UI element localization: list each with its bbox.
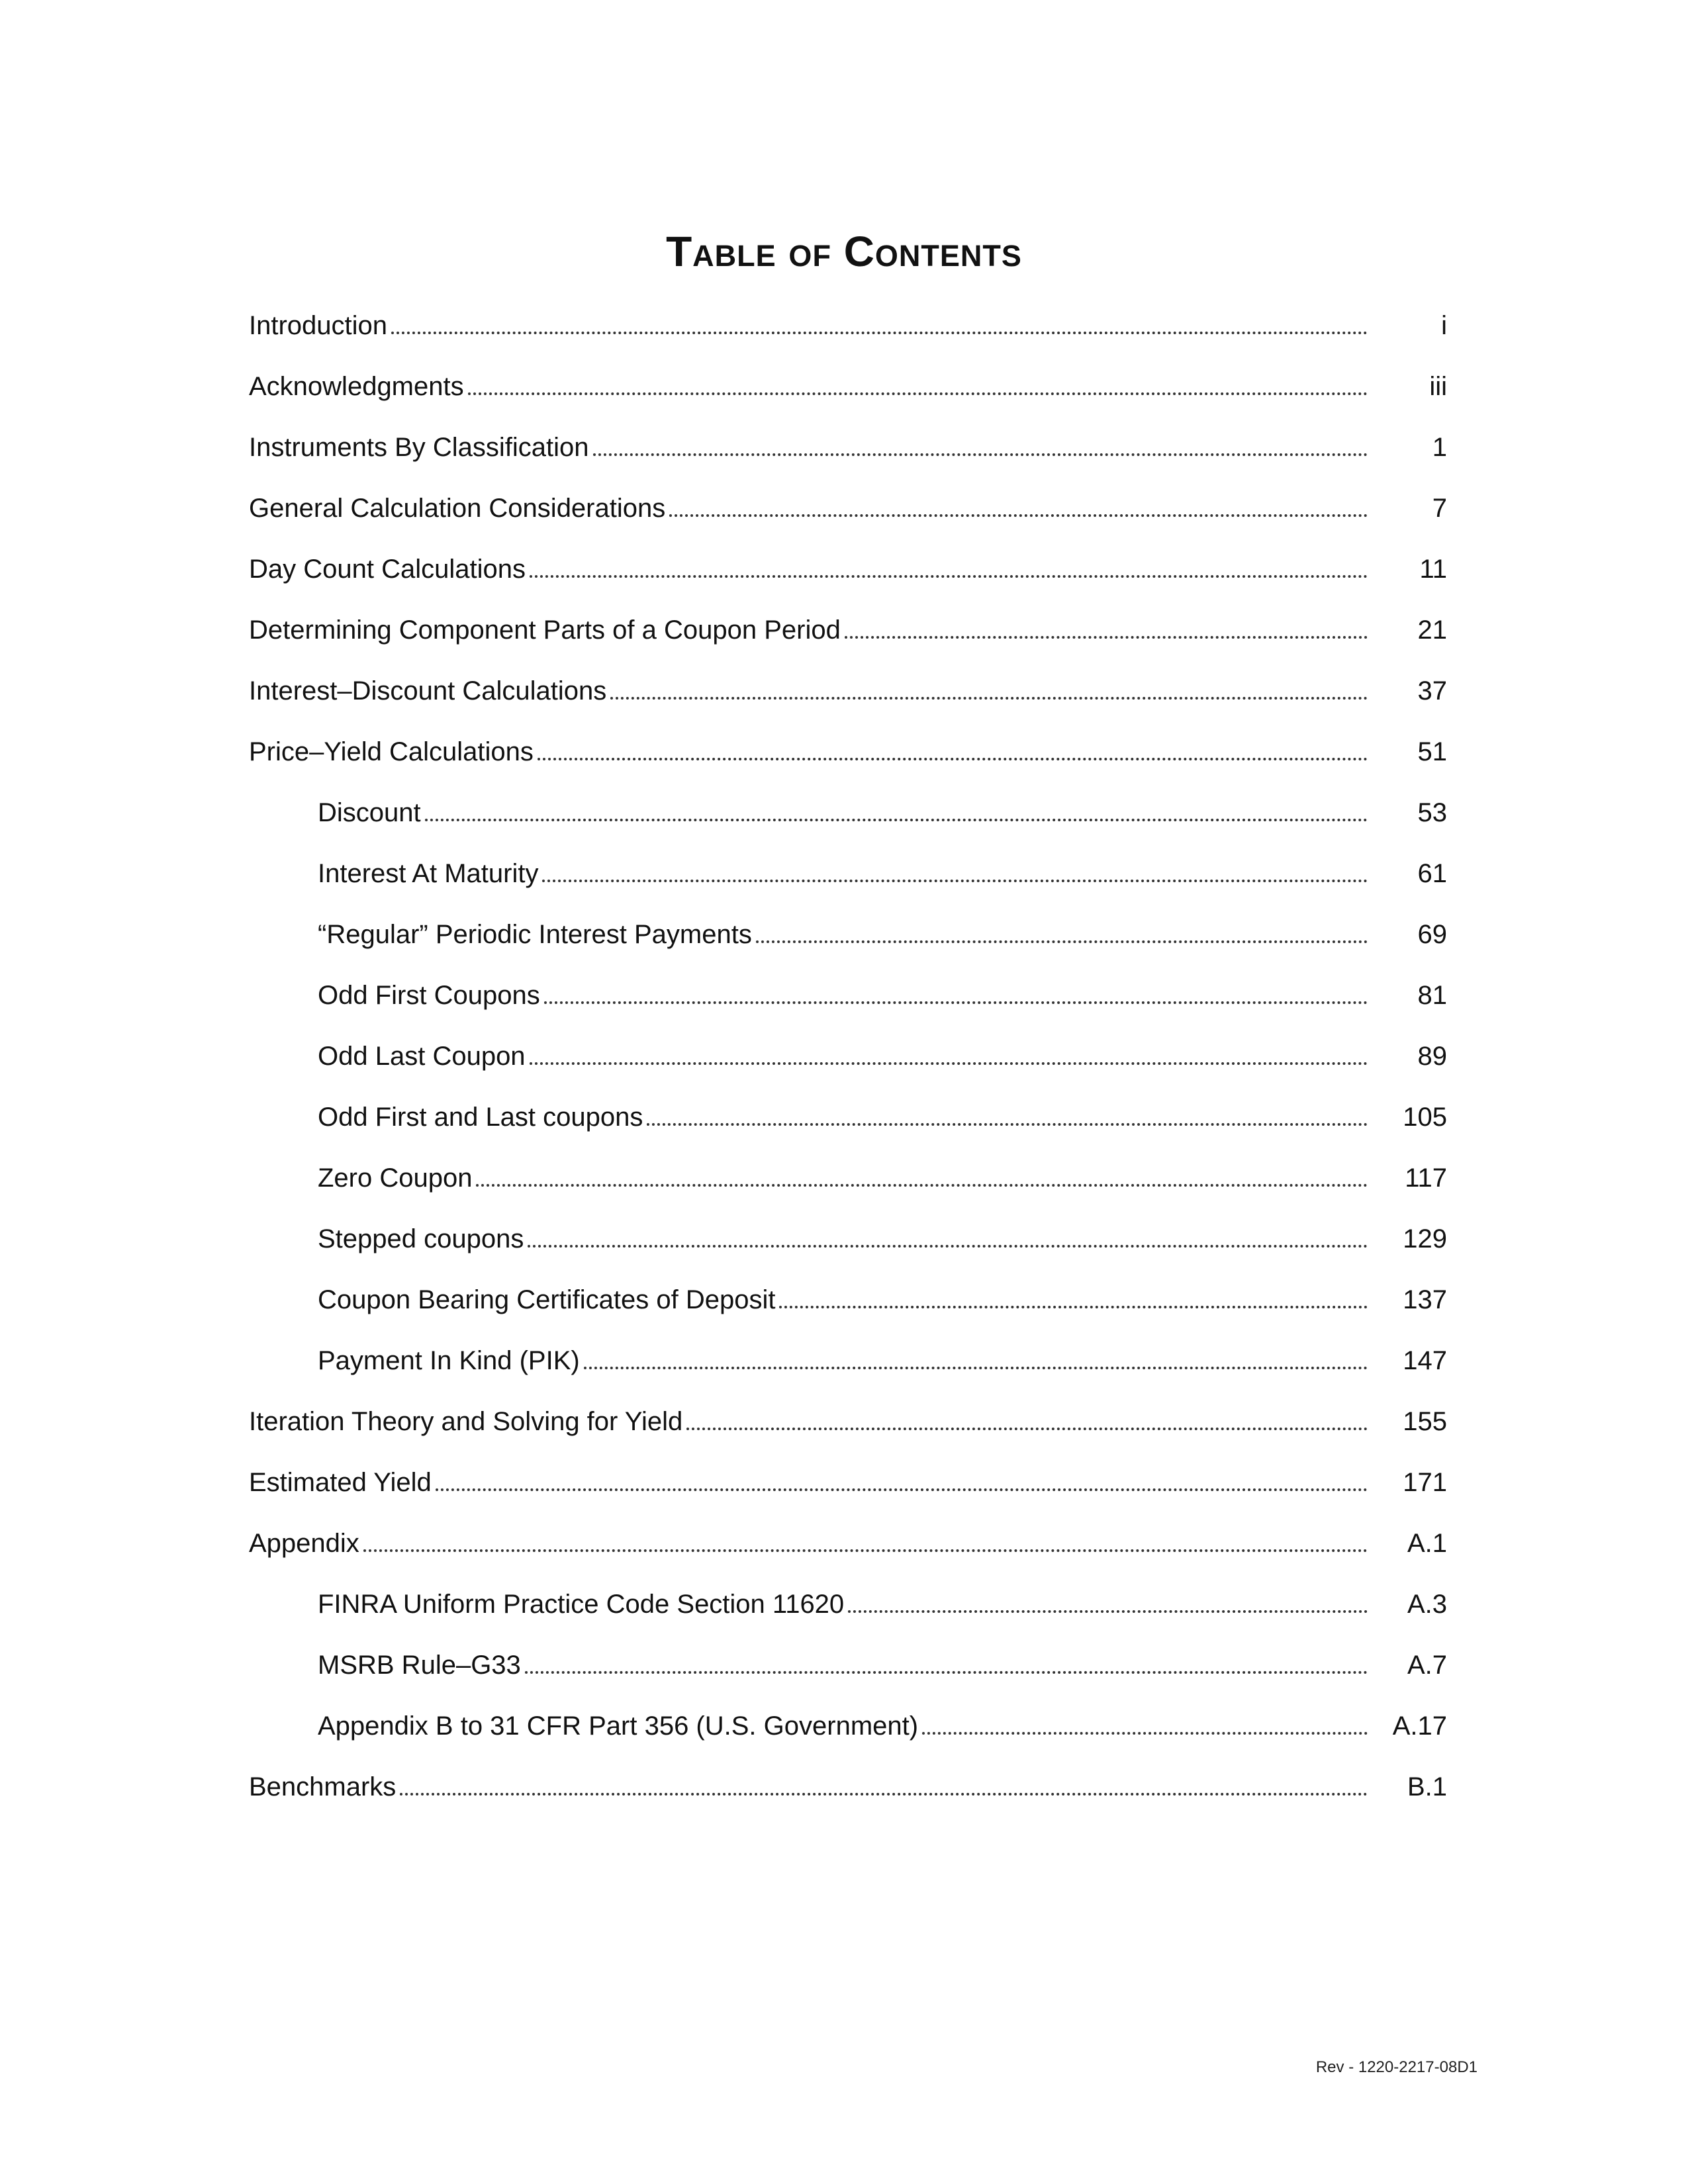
toc-entry-page-number: 11	[1419, 554, 1447, 584]
toc-entry-line	[249, 737, 1368, 767]
toc-entry-label: Iteration Theory and Solving for Yield	[249, 1406, 683, 1436]
dot-leader	[686, 1426, 1368, 1430]
table-of-contents	[249, 295, 1447, 1817]
toc-entry-label: Determining Component Parts of a Coupon Period	[249, 615, 841, 645]
dot-leader	[610, 696, 1368, 700]
dot-leader	[544, 1000, 1368, 1004]
toc-entry-page-number: A.1	[1407, 1528, 1447, 1558]
toc-entry[interactable]	[249, 721, 1447, 782]
toc-entry-label: Acknowledgments	[249, 371, 464, 401]
toc-entry[interactable]	[249, 1756, 1447, 1817]
toc-entry-line	[249, 555, 1368, 584]
toc-entry-line	[249, 494, 1368, 523]
dot-leader	[530, 574, 1368, 578]
toc-entry[interactable]	[249, 539, 1447, 600]
toc-entry-line	[249, 372, 1368, 402]
toc-entry[interactable]	[249, 843, 1447, 904]
dot-leader	[528, 1244, 1368, 1248]
toc-entry-page-number: 53	[1417, 797, 1447, 827]
toc-entry[interactable]	[249, 1513, 1447, 1574]
dot-leader	[530, 1061, 1368, 1065]
toc-entry-page-number: 7	[1432, 493, 1447, 523]
toc-entry-label: Price–Yield Calculations	[249, 737, 534, 766]
toc-entry[interactable]	[249, 417, 1447, 478]
toc-entry-label: Coupon Bearing Certificates of Deposit	[318, 1285, 776, 1314]
toc-entry-label: MSRB Rule–G33	[318, 1650, 521, 1680]
toc-entry-page-number: 1	[1432, 432, 1447, 462]
toc-entry-page-number: 147	[1403, 1345, 1447, 1375]
toc-entry[interactable]	[249, 1391, 1447, 1452]
toc-entry-page-number: i	[1441, 310, 1447, 340]
toc-entry-line	[249, 798, 1368, 828]
toc-entry-label: Instruments By Classification	[249, 432, 589, 462]
toc-entry-line	[249, 1651, 1368, 1680]
toc-entry-line	[249, 1711, 1368, 1741]
toc-entry[interactable]	[249, 782, 1447, 843]
toc-entry-line	[249, 1529, 1368, 1559]
toc-entry-line	[249, 1163, 1368, 1193]
toc-entry-page-number: B.1	[1407, 1772, 1447, 1801]
toc-entry-line	[249, 615, 1368, 645]
toc-entry-page-number: 171	[1403, 1467, 1447, 1497]
dot-leader	[468, 391, 1368, 395]
toc-entry[interactable]	[249, 1026, 1447, 1087]
dot-leader	[525, 1670, 1368, 1674]
dot-leader	[756, 939, 1368, 943]
toc-entry[interactable]	[249, 1635, 1447, 1696]
toc-entry[interactable]	[249, 1148, 1447, 1208]
toc-entry-page-number: 51	[1417, 737, 1447, 766]
toc-entry[interactable]	[249, 478, 1447, 539]
toc-entry-page-number: A.17	[1392, 1711, 1447, 1741]
toc-entry-label: Odd Last Coupon	[318, 1041, 526, 1071]
dot-leader	[593, 452, 1368, 456]
toc-entry-line	[249, 859, 1368, 889]
toc-entry-label: Introduction	[249, 310, 388, 340]
toc-entry-page-number: A.3	[1407, 1589, 1447, 1619]
toc-entry-label: Interest–Discount Calculations	[249, 676, 607, 705]
toc-entry-line	[249, 311, 1368, 341]
toc-entry-line	[249, 1590, 1368, 1619]
dot-leader	[363, 1548, 1368, 1552]
toc-entry-label: Odd First Coupons	[318, 980, 540, 1010]
toc-entry-page-number: 117	[1405, 1163, 1447, 1193]
toc-entry-label: Payment In Kind (PIK)	[318, 1345, 580, 1375]
toc-entry[interactable]	[249, 904, 1447, 965]
toc-entry-line	[249, 1407, 1368, 1437]
toc-entry-page-number: 105	[1403, 1102, 1447, 1132]
dot-leader	[542, 878, 1368, 882]
toc-entry-label: Estimated Yield	[249, 1467, 432, 1497]
toc-entry-label: Zero Coupon	[318, 1163, 473, 1193]
dot-leader	[922, 1731, 1368, 1735]
dot-leader	[669, 513, 1368, 517]
toc-entry-page-number: 21	[1417, 615, 1447, 645]
toc-entry-page-number: 155	[1403, 1406, 1447, 1436]
dot-leader	[400, 1792, 1368, 1796]
toc-entry-label: Day Count Calculations	[249, 554, 526, 584]
toc-entry-label: “Regular” Periodic Interest Payments	[318, 919, 752, 949]
toc-entry[interactable]	[249, 660, 1447, 721]
page-title: Table of Contents	[666, 227, 1022, 275]
toc-entry[interactable]	[249, 1208, 1447, 1269]
dot-leader	[848, 1609, 1368, 1613]
toc-entry-line	[249, 1103, 1368, 1132]
toc-entry-page-number: 89	[1417, 1041, 1447, 1071]
toc-entry-line	[249, 1346, 1368, 1376]
dot-leader	[647, 1122, 1368, 1126]
toc-entry-page-number: 137	[1403, 1285, 1447, 1314]
toc-entry-page-number: 69	[1417, 919, 1447, 949]
toc-entry-line	[249, 1042, 1368, 1071]
toc-entry[interactable]	[249, 1574, 1447, 1635]
toc-entry[interactable]	[249, 1696, 1447, 1756]
toc-entry-page-number: 81	[1417, 980, 1447, 1010]
toc-entry-label: Odd First and Last coupons	[318, 1102, 643, 1132]
toc-entry[interactable]	[249, 1452, 1447, 1513]
toc-entry[interactable]	[249, 1330, 1447, 1391]
toc-entry-label: Stepped coupons	[318, 1224, 524, 1253]
toc-entry-page-number: 37	[1417, 676, 1447, 705]
toc-entry-page-number: A.7	[1407, 1650, 1447, 1680]
toc-entry-label: Interest At Maturity	[318, 858, 539, 888]
toc-entry-line	[249, 981, 1368, 1011]
toc-entry-line	[249, 676, 1368, 706]
toc-entry-label: Discount	[318, 797, 421, 827]
toc-entry[interactable]	[249, 1087, 1447, 1148]
dot-leader	[476, 1183, 1368, 1187]
dot-leader	[425, 817, 1368, 821]
toc-entry-line	[249, 433, 1368, 463]
toc-entry-page-number: iii	[1429, 371, 1447, 401]
dot-leader	[436, 1487, 1368, 1491]
toc-entry-line	[249, 1224, 1368, 1254]
toc-entry-line	[249, 1468, 1368, 1498]
dot-leader	[779, 1304, 1368, 1308]
revision-footer: Rev - 1220-2217-08D1	[1315, 2058, 1477, 2076]
toc-entry-line	[249, 1285, 1368, 1315]
dot-leader	[391, 330, 1368, 334]
toc-entry-page-number: 129	[1403, 1224, 1447, 1253]
dot-leader	[584, 1365, 1368, 1369]
toc-entry-label: FINRA Uniform Practice Code Section 11620	[318, 1589, 845, 1619]
toc-entry-label: General Calculation Considerations	[249, 493, 666, 523]
toc-entry[interactable]	[249, 356, 1447, 417]
toc-entry[interactable]	[249, 1269, 1447, 1330]
toc-entry-label: Benchmarks	[249, 1772, 397, 1801]
toc-entry-page-number: 61	[1417, 858, 1447, 888]
toc-entry-label: Appendix B to 31 CFR Part 356 (U.S. Government)	[318, 1711, 919, 1741]
toc-entry[interactable]	[249, 295, 1447, 356]
dot-leader	[538, 756, 1368, 760]
toc-entry-line	[249, 1772, 1368, 1802]
toc-entry[interactable]	[249, 965, 1447, 1026]
toc-entry[interactable]	[249, 600, 1447, 660]
dot-leader	[845, 635, 1368, 639]
toc-entry-line	[249, 920, 1368, 950]
toc-entry-label: Appendix	[249, 1528, 359, 1558]
